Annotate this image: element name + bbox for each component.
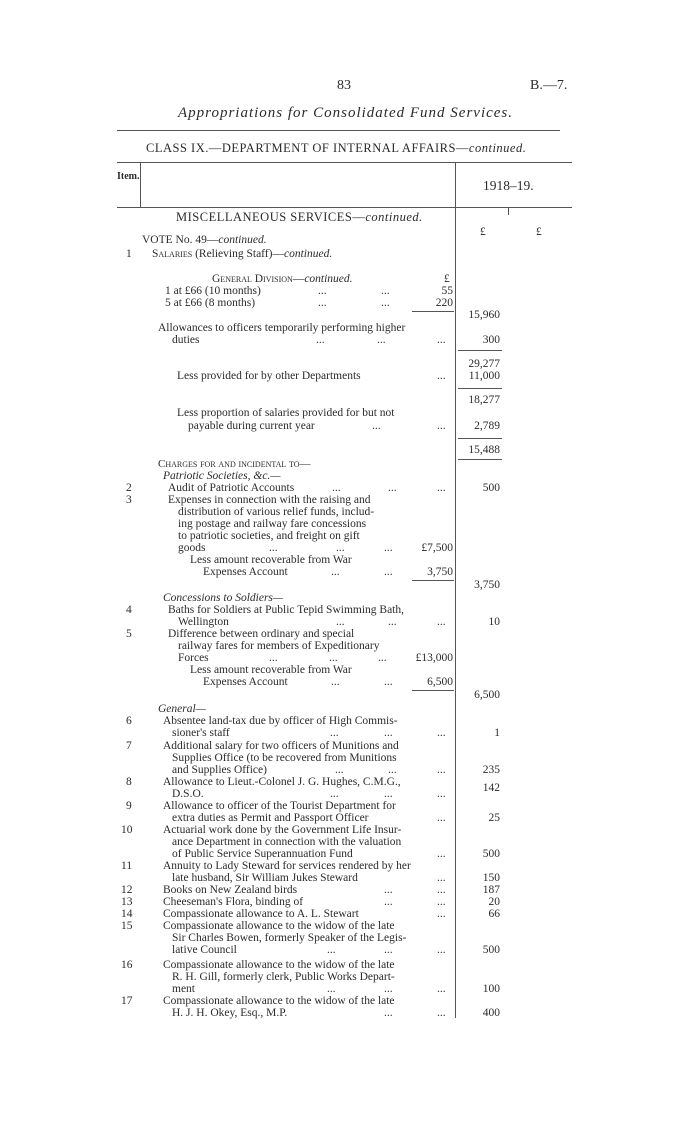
item-9-amount: 25 xyxy=(488,812,500,824)
leader-dots: ... xyxy=(437,812,446,824)
leader-dots: ... xyxy=(378,652,387,664)
item-2-text: Audit of Patriotic Accounts xyxy=(168,482,295,494)
item-5-less-line-2: Expenses Account xyxy=(203,676,288,688)
item-10-amount: 500 xyxy=(482,848,500,860)
amount-column-rule xyxy=(455,162,456,1018)
item-4-amount: 10 xyxy=(488,616,500,628)
item-4-line-1: Baths for Soldiers at Public Tepid Swimming Bath, xyxy=(168,604,405,616)
sum-rule xyxy=(412,690,454,691)
item-15-line-3: lative Council xyxy=(172,944,237,956)
item-number: 5 xyxy=(126,628,132,640)
item-15-amount: 500 xyxy=(482,944,500,956)
leader-dots: ... xyxy=(437,727,446,739)
item-number: 15 xyxy=(121,920,133,932)
leader-dots: ... xyxy=(384,788,393,800)
item-5-less-amount: 6,500 xyxy=(427,676,453,688)
leader-dots: ... xyxy=(437,983,446,995)
item-3-line: goods xyxy=(178,542,206,554)
item-number: 2 xyxy=(126,482,132,494)
item-7-line-1: Additional salary for two officers of Munitions and xyxy=(163,740,399,752)
general-division-heading xyxy=(212,273,353,285)
item-16-amount: 100 xyxy=(482,983,500,995)
patriotic-heading: Patriotic Societies, &c.— xyxy=(163,470,281,482)
item-number: 16 xyxy=(121,959,133,971)
class-heading xyxy=(146,142,526,154)
leader-dots: ... xyxy=(318,285,327,297)
year-header: 1918–19. xyxy=(483,178,534,193)
table-top-rule xyxy=(117,162,572,163)
leader-dots: ... xyxy=(316,334,325,346)
salaries-middle: (Relieving Staff)— xyxy=(192,248,284,260)
leader-dots: ... xyxy=(437,334,446,346)
leader-dots: ... xyxy=(384,983,393,995)
item-10-line-3: of Public Service Superannuation Fund xyxy=(172,848,353,860)
item-5-less-line-1: Less amount recoverable from War xyxy=(190,664,352,676)
item-5-line: Forces xyxy=(178,652,209,664)
leader-dots: ... xyxy=(384,1007,393,1019)
general-heading: General— xyxy=(158,703,206,715)
leader-dots: ... xyxy=(336,542,345,554)
vote-heading xyxy=(142,234,267,246)
leader-dots: ... xyxy=(437,764,446,776)
leader-dots: ... xyxy=(437,1007,446,1019)
amount-sub-rule xyxy=(508,207,509,215)
general-division-suffix: continued. xyxy=(304,273,353,285)
item-number: 1 xyxy=(126,248,132,260)
leader-dots: ... xyxy=(437,788,446,800)
item-13-text: Cheeseman's Flora, binding of xyxy=(163,896,304,908)
item-number: 11 xyxy=(121,860,133,872)
general-division-label: General Division— xyxy=(212,273,305,285)
item-5-amount: 6,500 xyxy=(474,689,500,701)
leader-dots: ... xyxy=(332,482,341,494)
item-number: 17 xyxy=(121,995,133,1007)
pound-sign: £ xyxy=(444,273,450,285)
leader-dots: ... xyxy=(372,420,381,432)
leader-dots: ... xyxy=(437,908,446,920)
item-3-line: Expenses in connection with the raising and xyxy=(168,494,371,506)
item-3-less-line-1: Less amount recoverable from War xyxy=(190,554,352,566)
table-header-rule xyxy=(117,207,572,208)
item-number: 4 xyxy=(126,604,132,616)
leader-dots: ... xyxy=(331,676,340,688)
item-14-text: Compassionate allowance to A. L. Stewart xyxy=(163,908,359,920)
section-suffix: continued. xyxy=(365,210,423,224)
page-title: Appropriations for Consolidated Fund Services. xyxy=(178,105,514,121)
item-15-line-2: Sir Charles Bowen, formerly Speaker of the Legis- xyxy=(172,932,407,944)
item-3-line: distribution of various relief funds, includ- xyxy=(178,506,375,518)
page-number: 83 xyxy=(337,78,351,93)
salary-line-2: 5 at £66 (8 months) xyxy=(165,297,256,309)
leader-dots: ... xyxy=(437,370,446,382)
pound-header-1: £ xyxy=(480,226,486,238)
salary-line-1-amount: 55 xyxy=(441,285,453,297)
item-12-text: Books on New Zealand birds xyxy=(163,884,298,896)
leader-dots: ... xyxy=(388,764,397,776)
item-16-line-1: Compassionate allowance to the widow of the late xyxy=(163,959,395,971)
general-division-total: 15,960 xyxy=(468,309,500,321)
leader-dots: ... xyxy=(437,944,446,956)
item-9-line-1: Allowance to officer of the Tourist Department for xyxy=(163,800,396,812)
leader-dots: ... xyxy=(437,420,446,432)
allowances-line-1: Allowances to officers temporarily performing higher xyxy=(158,322,406,334)
sum-rule xyxy=(458,459,502,460)
leader-dots: ... xyxy=(381,285,390,297)
sum-rule xyxy=(458,388,502,389)
item-17-amount: 400 xyxy=(482,1007,500,1019)
item-number: 13 xyxy=(121,896,133,908)
item-number: 6 xyxy=(126,715,132,727)
pound-header-2: £ xyxy=(536,226,542,238)
item-3-line: to patriotic societies, and freight on gift xyxy=(178,530,360,542)
item-2-amount: 500 xyxy=(482,482,500,494)
item-3-line: ing postage and railway fare concessions xyxy=(178,518,367,530)
section-heading xyxy=(176,211,423,223)
charges-heading: Charges for and incidental to— xyxy=(158,458,311,470)
leader-dots: ... xyxy=(437,884,446,896)
leader-dots: ... xyxy=(437,848,446,860)
item-13-amount: 20 xyxy=(488,896,500,908)
sum-rule xyxy=(458,350,502,351)
item-3-less-line-2: Expenses Account xyxy=(203,566,288,578)
item-8-amount: 142 xyxy=(482,782,500,794)
leader-dots: ... xyxy=(377,334,386,346)
salary-line-1: 1 at £66 (10 months) xyxy=(165,285,261,297)
leader-dots: ... xyxy=(388,482,397,494)
item-16-line-3: ment xyxy=(172,983,195,995)
less-other-departments: Less provided for by other Departments xyxy=(177,370,361,382)
leader-dots: ... xyxy=(269,652,278,664)
item-number: 7 xyxy=(126,740,132,752)
leader-dots: ... xyxy=(384,676,393,688)
item-number: 10 xyxy=(121,824,133,836)
salaries-suffix: continued. xyxy=(283,248,333,260)
item-8-line-2: D.S.O. xyxy=(172,788,204,800)
leader-dots: ... xyxy=(318,297,327,309)
item-number: 9 xyxy=(126,800,132,812)
item-11-line-1: Annuity to Lady Steward for services rendered by her xyxy=(163,860,411,872)
item-column-header: Item. xyxy=(117,171,140,182)
leader-dots: ... xyxy=(335,764,344,776)
item-7-line-3: and Supplies Office) xyxy=(172,764,267,776)
item-number: 3 xyxy=(126,494,132,506)
item-14-amount: 66 xyxy=(488,908,500,920)
leader-dots: ... xyxy=(381,297,390,309)
item-9-line-2: extra duties as Permit and Passport Officer xyxy=(172,812,369,824)
leader-dots: ... xyxy=(437,896,446,908)
leader-dots: ... xyxy=(384,944,393,956)
leader-dots: ... xyxy=(384,727,393,739)
item-10-line-2: ance Department in connection with the valuation xyxy=(172,836,402,848)
leader-dots: ... xyxy=(331,566,340,578)
vote-suffix: continued. xyxy=(218,234,267,246)
item-6-amount: 1 xyxy=(494,727,500,739)
item-11-line-2: late husband, Sir William Jukes Steward xyxy=(172,872,358,884)
item-5-line: Difference between ordinary and special xyxy=(168,628,355,640)
item-number: 12 xyxy=(121,884,133,896)
item-15-line-1: Compassionate allowance to the widow of the late xyxy=(163,920,395,932)
subtotal-2: 18,277 xyxy=(468,394,500,406)
leader-dots: ... xyxy=(384,566,393,578)
item-3-gross: £7,500 xyxy=(421,542,453,554)
concessions-heading: Concessions to Soldiers— xyxy=(163,592,284,604)
item-4-line-2: Wellington xyxy=(178,616,229,628)
item-6-line-1: Absentee land-tax due by officer of High Commis- xyxy=(163,715,398,727)
less-proportion-line-1: Less proportion of salaries provided for but not xyxy=(177,407,395,419)
item-6-line-2: sioner's staff xyxy=(172,727,230,739)
leader-dots: ... xyxy=(384,542,393,554)
paper-reference: B.—7. xyxy=(530,78,568,93)
item-7-amount: 235 xyxy=(482,764,500,776)
less-other-amount: 11,000 xyxy=(468,370,500,382)
leader-dots: ... xyxy=(336,616,345,628)
salaries-heading xyxy=(152,248,332,260)
leader-dots: ... xyxy=(269,542,278,554)
leader-dots: ... xyxy=(437,616,446,628)
class-heading-text: CLASS IX.—DEPARTMENT OF INTERNAL AFFAIRS— xyxy=(146,141,469,155)
item-17-line-1: Compassionate allowance to the widow of the late xyxy=(163,995,395,1007)
leader-dots: ... xyxy=(327,944,336,956)
item-5-gross: £13,000 xyxy=(415,652,453,664)
leader-dots: ... xyxy=(330,727,339,739)
leader-dots: ... xyxy=(437,482,446,494)
item-column-rule xyxy=(140,162,141,207)
leader-dots: ... xyxy=(329,652,338,664)
subtotal-1: 29,277 xyxy=(468,358,500,370)
leader-dots: ... xyxy=(384,884,393,896)
item-11-amount: 150 xyxy=(482,872,500,884)
leader-dots: ... xyxy=(327,983,336,995)
salaries-label: Salaries xyxy=(152,248,193,260)
leader-dots: ... xyxy=(437,872,446,884)
sum-rule xyxy=(412,311,454,312)
allowances-amount: 300 xyxy=(482,334,500,346)
item-16-line-2: R. H. Gill, formerly clerk, Public Works Depart- xyxy=(172,971,395,983)
item-10-line-1: Actuarial work done by the Government Life Insur- xyxy=(163,824,402,836)
allowances-line-2: duties xyxy=(172,334,200,346)
sum-rule xyxy=(458,438,502,439)
class-heading-suffix: continued. xyxy=(468,141,527,155)
item-12-amount: 187 xyxy=(482,884,500,896)
item-3-amount: 3,750 xyxy=(474,579,500,591)
section-title: MISCELLANEOUS SERVICES— xyxy=(176,210,366,224)
item-number: 8 xyxy=(126,776,132,788)
item-number: 14 xyxy=(121,908,133,920)
subtotal-3: 15,488 xyxy=(468,444,500,456)
less-proportion-amount: 2,789 xyxy=(474,420,500,432)
leader-dots: ... xyxy=(384,896,393,908)
item-17-line-2: H. J. H. Okey, Esq., M.P. xyxy=(172,1007,288,1019)
leader-dots: ... xyxy=(330,788,339,800)
leader-dots: ... xyxy=(388,616,397,628)
salary-line-2-amount: 220 xyxy=(435,297,453,309)
header-rule xyxy=(117,130,560,131)
less-proportion-line-2: payable during current year xyxy=(188,420,315,432)
item-7-line-2: Supplies Office (to be recovered from Munitions xyxy=(172,752,397,764)
item-5-line: railway fares for members of Expeditionary xyxy=(178,640,380,652)
item-3-less-amount: 3,750 xyxy=(427,566,453,578)
sum-rule xyxy=(412,580,454,581)
item-8-line-1: Allowance to Lieut.-Colonel J. G. Hughes, C.M.G., xyxy=(163,776,401,788)
vote-label: VOTE No. 49— xyxy=(142,234,219,246)
